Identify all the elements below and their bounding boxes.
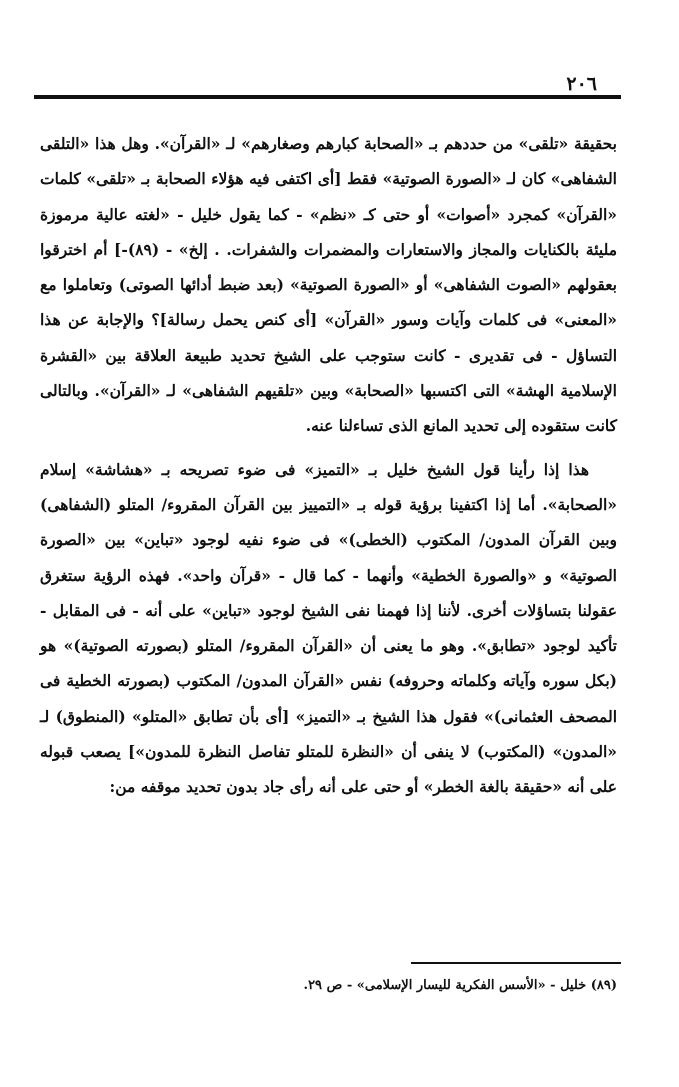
paragraph-1: بحقيقة «تلقى» من حددهم بـ «الصحابة كبارهم وصغارهم» لـ «القرآن». وهل هذا «التلقى الشفاهى» كان لـ «الصورة الصوتية» فقط [أى اكتفى فيه هؤلاء الصحابة بـ «تلقى» كلمات «القرآن» كمجرد «أصوات» أو حتى كـ «نظم» - كما يقول خليل - «لغته عالية مرموزة مليئة بالكنايات والمجاز والاستعارات والمضمرات والشفرات. . إلخ» - (٨٩)-] أم اخترقوا بعقولهم «الصوت الشفاهى» أو «الصورة الصوتية» (بعد ضبط أدائها الصوتى) وتعاملوا مع «المعنى» فى كلمات وآيات وسور «القرآن» [أى كنص يحمل رسالة]؟ والإجابة عن هذا التساؤل - فى تقديرى - كانت ستوجب على الشيخ تحديد طبيعة العلاقة بين «القشرة الإسلامية الهشة» التى اكتسبها «الصحابة» وبين «تلقيهم الشفاهى» لـ «القرآن». وبالتالى كانت ستقوده إلى تحديد المانع الذى تساءلنا عنه. — [40, 134, 618, 436]
main-text — [40, 126, 617, 805]
page-number: ٢٠٦ — [566, 73, 597, 95]
paragraph-2: هذا إذا رأينا قول الشيخ خليل بـ «التميز» فى ضوء تصريحه بـ «هشاشة» إسلام «الصحابة». أما إذا اكتفينا برؤية قوله بـ «التمييز بين القرآن المقروء/ المتلو (الشفاهى) وبين القرآن المدون/ المكتوب (الخطى)» فى ضوء نفيه لوجود «تباين» بين «الصورة الصوتية» و «والصورة الخطية» وأنهما - كما قال - «قرآن واحد». فهذه الرؤية ستغرق عقولنا بتساؤلات أخرى. لأننا إذا فهمنا نفى الشيخ لوجود «تباين» على أنه - فى المقابل - تأكيد لوجود «تطابق». وهو ما يعنى أن «القرآن المقروء/ المتلو (بصورته الصوتية)» هو (بكل سوره وآياته وكلماته وحروفه) نفس «القرآن المدون/ المكتوب (بصورته الخطية فى المصحف العثمانى)» فقول هذا الشيخ بـ «التميز» [أى بأن تطابق «المتلو» (المنطوق) لـ «المدون» (المكتوب) لا ينفى أن «النظرة للمتلو تفاصل النظرة للمدون»] يصعب قبوله على أنه «حقيقة بالغة الخطر» أو حتى على أنه رأى جاد بدون تحديد موقفه من: — [40, 459, 617, 797]
footnote-separator — [411, 962, 621, 964]
header-rule — [34, 95, 621, 99]
footnote: (٨٩) خليل - «الأسس الفكرية لليسار الإسلامى» - ص ٢٩. — [303, 978, 617, 993]
page-header — [34, 72, 621, 102]
